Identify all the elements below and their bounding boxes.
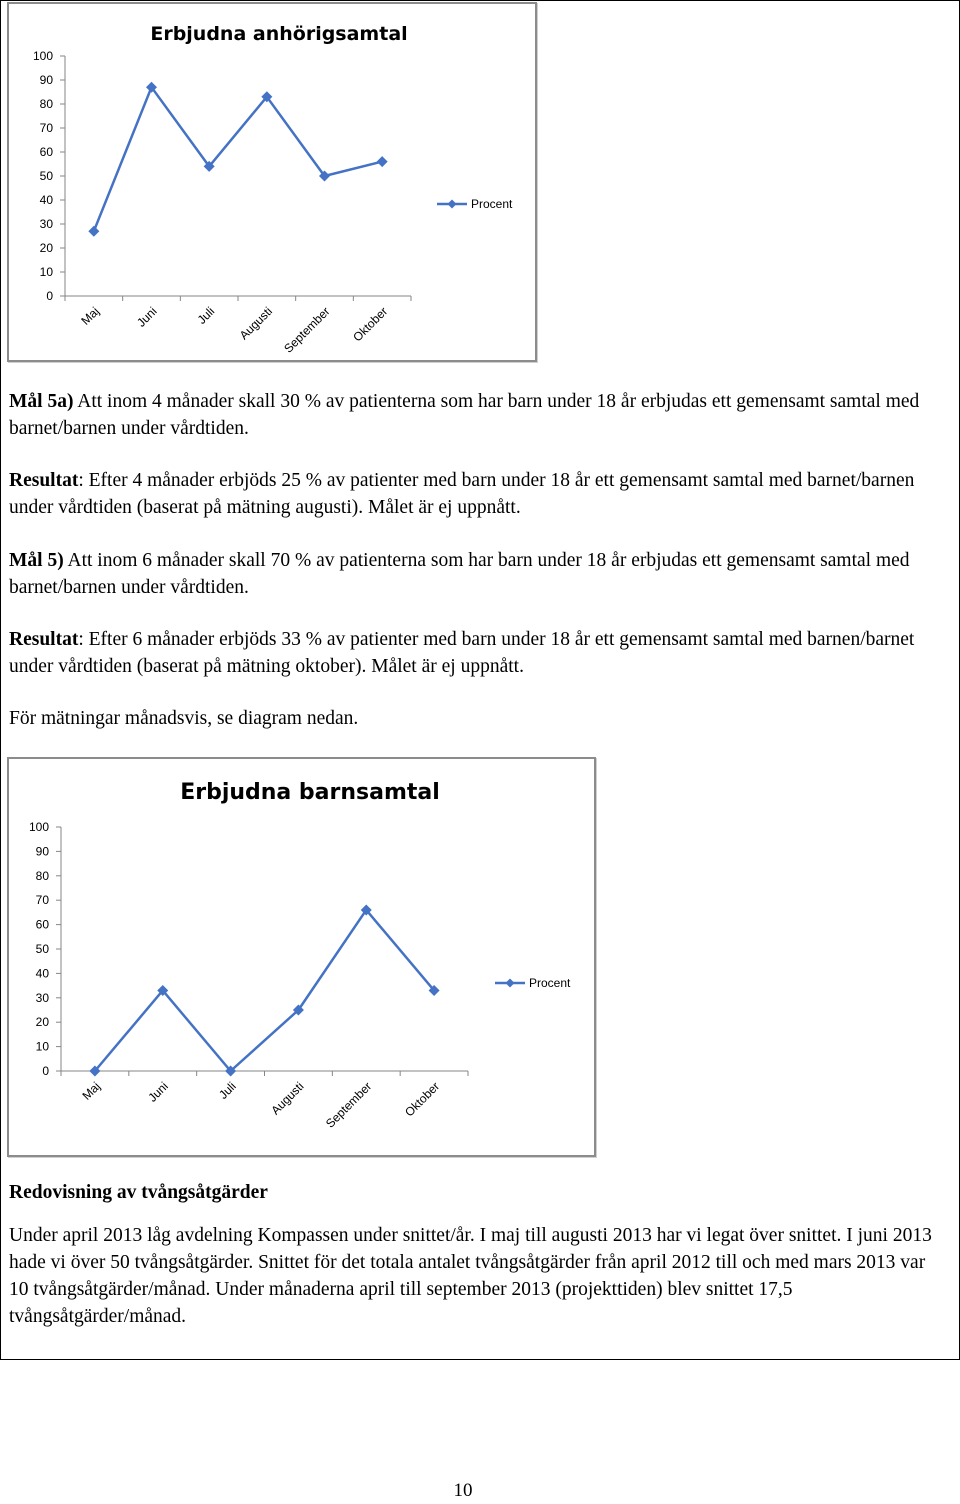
x-tick-label: Oktober: [350, 304, 391, 345]
x-tick-label: Juli: [216, 1079, 239, 1102]
chart-barnsamtal-svg: [9, 759, 598, 1159]
x-tick-label: Juni: [145, 1079, 171, 1105]
y-tick-label: 10: [35, 1039, 49, 1054]
y-tick-label: 90: [39, 73, 53, 87]
y-tick-label: 0: [46, 289, 53, 303]
chart-anhorigsamtal-svg: [9, 4, 539, 364]
y-tick-label: 10: [39, 265, 53, 279]
series-line: [95, 910, 434, 1071]
y-tick-label: 0: [42, 1064, 49, 1078]
measurements-note: För mätningar månadsvis, se diagram nedan.: [9, 708, 359, 729]
y-tick-label: 30: [35, 990, 49, 1005]
legend-marker: [448, 200, 457, 209]
y-tick-label: 80: [39, 97, 53, 111]
goal-5-text: Att inom 6 månader skall 70 % av patienterna som har barn under 18 år erbjudas ett gemensamt samtal med barnet/barnen under vårdtiden.: [9, 550, 910, 598]
y-tick-label: 30: [39, 217, 53, 231]
legend-label: Procent: [471, 197, 513, 211]
data-point: [377, 156, 388, 167]
chart-title: Erbjudna barnsamtal: [180, 780, 440, 805]
result-2-text: : Efter 6 månader erbjöds 33 % av patienter med barn under 18 år ett gemensamt samtal med barnen/barnet under vårdtiden (baserat på mätning oktober). Målet är ej uppnått.: [9, 629, 915, 677]
result-2: [9, 626, 949, 680]
result-1-label: Resultat: [9, 470, 79, 491]
y-tick-label: 40: [39, 193, 53, 207]
y-tick-label: 100: [32, 49, 53, 63]
result-1-text: : Efter 4 månader erbjöds 25 % av patienter med barn under 18 år ett gemensamt samtal med barnet/barnen under vårdtiden (baserat på mätning augusti). Målet är ej uppnått.: [9, 470, 915, 518]
x-tick-label: Augusti: [268, 1079, 307, 1118]
y-tick-label: 50: [35, 942, 49, 956]
x-tick-label: Oktober: [402, 1079, 443, 1120]
x-tick-label: Juli: [194, 304, 218, 327]
goal-5a: [9, 388, 949, 442]
x-tick-label: Maj: [78, 304, 102, 328]
data-point: [88, 226, 99, 237]
y-tick-label: 70: [35, 893, 49, 908]
x-tick-label: September: [322, 1079, 375, 1131]
legend-marker: [506, 979, 515, 988]
y-tick-label: 70: [39, 121, 53, 135]
legend-label: Procent: [529, 976, 571, 990]
y-tick-label: 40: [35, 966, 49, 981]
coercion-paragraph: Under april 2013 låg avdelning Kompassen under snittet/år. I maj till augusti 2013 har vi legat över snittet. I juni 2013 hade vi över 50 tvångsåtgärder. Snittet för det totala antalet tvångsåtgärder från april 2012 till och med mars 2013 var 10 tvångsåtgärder/månad. Under månaderna april till september 2013 (projekttiden) blev snittet 17,5 tvångsåtgärder/månad.: [9, 1225, 932, 1327]
page-number: 10: [453, 1480, 473, 1501]
result-2-label: Resultat: [9, 629, 79, 650]
result-1: [9, 467, 949, 521]
goal-5: [9, 547, 949, 601]
chart-title: Erbjudna anhörigsamtal: [150, 23, 408, 45]
goal-5-label: Mål 5): [9, 550, 64, 571]
y-tick-label: 100: [28, 820, 49, 834]
chart-barnsamtal: [7, 757, 596, 1157]
y-tick-label: 20: [35, 1015, 49, 1030]
goal-5a-label: Mål 5a): [9, 391, 74, 412]
y-tick-label: 80: [35, 868, 49, 883]
series-line: [94, 87, 382, 231]
x-tick-label: Augusti: [236, 304, 275, 343]
y-tick-label: 50: [39, 169, 53, 183]
chart-anhorigsamtal: [7, 2, 537, 362]
x-tick-label: Juni: [134, 304, 160, 330]
goal-5a-text: Att inom 4 månader skall 30 % av patienterna som har barn under 18 år erbjudas ett gemensamt samtal med barnet/barnen under vårdtiden.: [9, 391, 920, 439]
y-tick-label: 60: [39, 145, 53, 159]
y-tick-label: 20: [39, 241, 53, 255]
y-tick-label: 60: [35, 917, 49, 932]
x-tick-label: September: [281, 304, 333, 356]
y-tick-label: 90: [35, 844, 49, 859]
section-heading: Redovisning av tvångsåtgärder: [9, 1182, 268, 1203]
x-tick-label: Maj: [79, 1079, 104, 1103]
